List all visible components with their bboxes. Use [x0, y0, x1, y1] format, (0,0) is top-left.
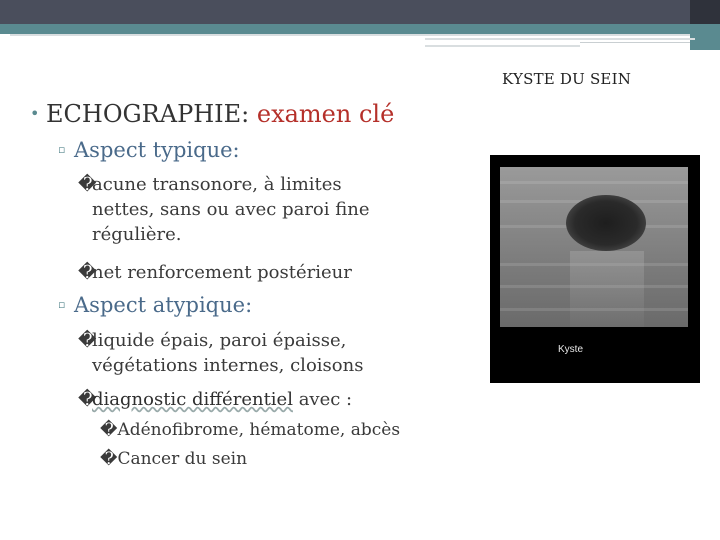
ultrasound-image	[490, 155, 700, 383]
list-item	[78, 260, 428, 285]
list-item	[78, 328, 428, 378]
header-rule	[580, 42, 690, 43]
bullet-icon: •	[30, 104, 40, 123]
header-rule	[10, 34, 690, 36]
header-accent-bar	[0, 24, 720, 34]
subitem-text: Cancer du sein	[117, 449, 248, 469]
header-bar-corner	[690, 0, 720, 24]
glyph-icon: �	[100, 420, 118, 440]
sub-list-item	[100, 420, 400, 440]
highlighted-term: diagnostic différentiel	[92, 389, 293, 410]
section-typical	[58, 138, 240, 162]
item-text-cont: nettes, sans ou avec paroi fine	[92, 199, 370, 220]
ultrasound-field	[500, 167, 688, 327]
section-label: Aspect atypique:	[74, 293, 253, 317]
posterior-enhancement	[570, 251, 644, 327]
item-text: avec :	[292, 389, 353, 410]
glyph-icon: �	[78, 174, 97, 195]
glyph-icon: �	[100, 449, 118, 469]
section-label: Aspect typique:	[74, 138, 240, 162]
square-bullet-icon: ▫	[58, 298, 66, 311]
heading-accent: examen clé	[256, 100, 395, 128]
subitem-text: Adénofibrome, hématome, abcès	[117, 420, 401, 440]
heading-prefix: ECHOGRAPHIE:	[46, 100, 257, 128]
header-bar	[0, 0, 720, 24]
image-caption: Kyste	[558, 344, 584, 355]
header-accent-corner	[690, 24, 720, 50]
item-text: liquide épais, paroi épaisse,	[92, 330, 347, 351]
header-rule	[425, 38, 695, 40]
list-item	[78, 172, 428, 247]
main-bullet	[30, 100, 394, 128]
item-text: net renforcement postérieur	[92, 262, 352, 283]
slide-title: KYSTE DU SEIN	[502, 70, 632, 88]
sub-list-item	[100, 449, 247, 469]
item-text-cont: régulière.	[92, 224, 182, 245]
list-item	[78, 387, 428, 412]
cyst-shape	[566, 195, 646, 251]
square-bullet-icon: ▫	[58, 143, 66, 156]
item-text: acune transonore, à limites	[92, 174, 342, 195]
glyph-icon: �	[78, 262, 97, 283]
header-rule	[425, 45, 580, 47]
section-atypical	[58, 293, 252, 317]
item-text-cont: végétations internes, cloisons	[92, 355, 364, 376]
glyph-icon: �	[78, 389, 97, 410]
glyph-icon: �	[78, 330, 97, 351]
